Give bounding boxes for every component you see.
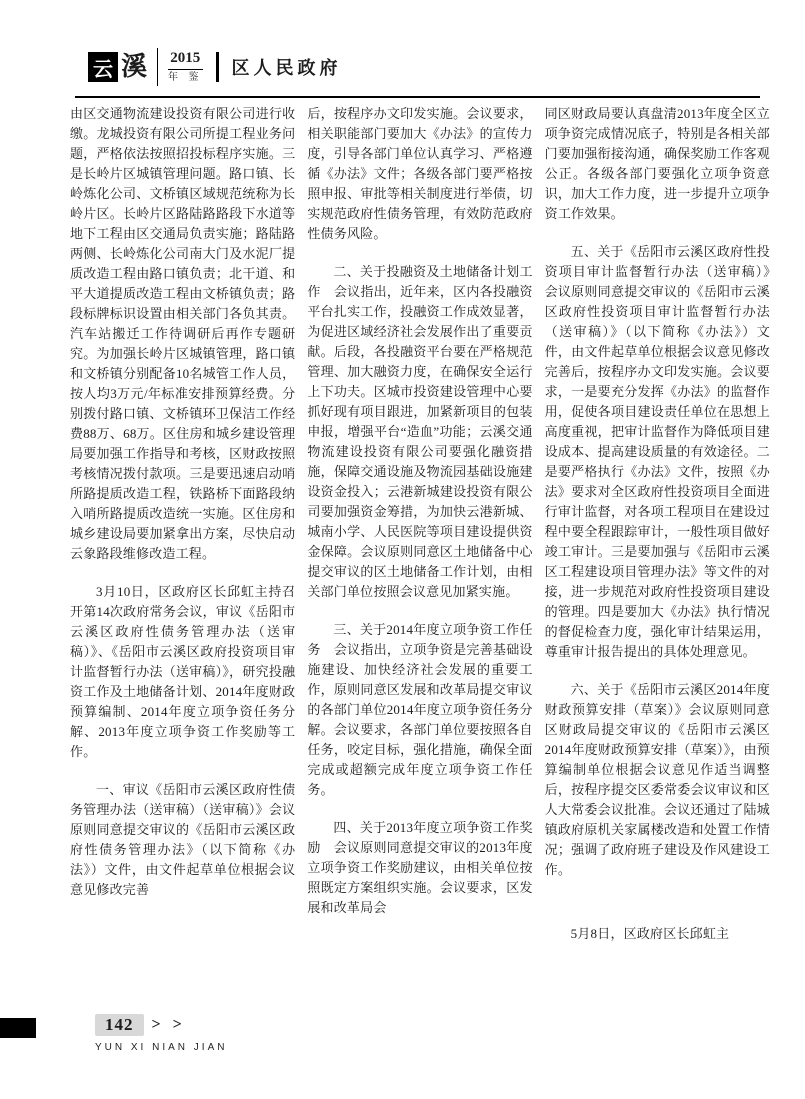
paragraph: 同区财政局要认真盘清2013年度全区立项争资完成情况底子，特别是各相关部门要加强衔接沟通，确保奖励工作客观公正。各级各部门要强化立项争资意识，加大工作力度，进一步提升立项争资工作效果。 (544, 106, 770, 221)
text-column-1 (70, 104, 295, 962)
paragraph: 后，按程序办文印发实施。会议要求，相关职能部门要加大《办法》的宣传力度，引导各部门单位认真学习、严格遵循《办法》文件；各级各部门要严格按照申报、审批等相关制度进行举债，切实规范政府性债务管理，有效防范政府性债务风险。 (307, 106, 533, 241)
section-title: 区人民政府 (231, 58, 342, 78)
logo-xi-char: 溪 (121, 52, 148, 81)
paragraph: 五、关于《岳阳市云溪区政府性投资项目审计监督暂行办法（送审稿）》 会议原则同意提交审议的《岳阳市云溪区政府性投资项目审计监督暂行办法（送审稿）》（以下简称《办法》）文件，由文件起草单位根据会议意见修改完善后，按程序办文印发实施。会议要求，一是要充分发挥《办法》的监督作用，促使各项目建设责任单位在思想上高度重视，把审计监督作为降低项目建设成本、提高建设质量的有效途径。二是要严格执行《办法》文件，按照《办法》要求对全区政府性投资项目全面进行审计监督，对各项工程项目在建设过程中要全程跟踪审计，一般性项目做好竣工审计。三是要加强与《岳阳市云溪区工程建设项目管理办法》等文件的对接，进一步规范对政府性投资项目建设的管理。四是要加大《办法》执行情况的督促检查力度，强化审计结果运用，尊重审计报告提出的具体处理意见。 (544, 244, 784, 659)
year-text: 2015 (168, 51, 203, 70)
paragraph: 六、关于《岳阳市云溪区2014年度财政预算安排（草案）》会议原则同意区财政局提交审议的《岳阳市云溪区2014年度财政预算安排（草案）》，由预算编制单位根据会议意见作适当调整后，按程序提交区委常委会议审议和区人大常委会议批准。会议还通过了陆城镇政府原机关家属楼改造和处置工作情况；强调了政府班子建设及作风建设工作。 (544, 682, 770, 877)
text-column-3 (544, 104, 784, 962)
paragraph: 由区交通物流建设投资有限公司进行收缴。龙城投资有限公司所提工程业务问题，严格依法按照招投标程序实施。三是长岭片区城镇管理问题。路口镇、长岭炼化公司、文桥镇区域规范统称为长岭片区。长岭片区路陆路路段下水道等地下工程由区交通局负责实施；路陆路两侧、长岭炼化公司南大门及水泥厂提质改造工程由路口镇负责；北干道、和平大道提质改造工程由文桥镇负责；路段标牌标识设置由相关部门各负其责。汽车站搬迁工作待调研后再作专题研究。为加强长岭片区城镇管理，路口镇和文桥镇分别配备10名城管工作人员，按人均3万元/年标准安排预算经费。分别拨付路口镇、文桥镇环卫保洁工作经费88万、68万。区住房和城乡建设管理局要加强工作指导和考核，区财政按照考核情况拨付款项。三是要迅速启动哨所路提质改造工程，铁路桥下面路段纳入哨所路提质改造统一实施。区住房和城乡建设局要加紧拿出方案，尽快启动云象路段维修改造工程。 (70, 106, 296, 561)
page-number: 142 (95, 1014, 144, 1036)
page-content (70, 104, 784, 962)
header-divider-thick (216, 52, 219, 82)
footer-spine-bar (0, 1018, 36, 1038)
paragraph: 四、关于2013年度立项争资工作奖励 会议原则同意提交审议的2013年度立项争资工作奖励建议，由相关单位按照既定方案组织实施。会议要求，区发展和改革局会 (307, 820, 533, 915)
journal-name: YUN XI NIAN JIAN (95, 1042, 228, 1053)
page-header (88, 44, 760, 90)
paragraph: 5月8日，区政府区长邱虹主 (570, 926, 730, 941)
page-footer (0, 1012, 805, 1072)
year-block (168, 51, 203, 83)
chevrons-icon: > > (151, 1016, 186, 1033)
paragraph: 三、关于2014年度立项争资工作任务 会议指出，立项争资是完善基础设施建设、加快经济社会发展的重要工作，原则同意区发展和改革局提交审议的各部门单位2014年度立项争资任务分解。会议要求，各部门单位要按照各自任务，咬定目标，强化措施，确保全面完成或超额完成年度立项争资工作任务。 (307, 622, 533, 797)
text-column-2 (307, 104, 532, 962)
header-divider-thin (157, 48, 158, 86)
paragraph: 3月10日，区政府区长邱虹主持召开第14次政府常务会议，审议《岳阳市云溪区政府性债务管理办法（送审稿）》、《岳阳市云溪区政府投资项目审计监督暂行办法（送审稿）》，研究投融资工作及土地储备计划、2014年度财政预算编制、2014年度立项争资任务分解、2013年度立项争资工作奖励等工作。 (70, 584, 296, 759)
paragraph: 二、关于投融资及土地储备计划工作 会议指出，近年来，区内各投融资平台扎实工作，投融资工作成效显著，为促进区域经济社会发展作出了重要贡献。后段，各投融资平台要在严格规范管理、加大融资力度，在确保安全运行上下功夫。区城市投资建设管理中心要抓好现有项目跟进，加紧新项目的包装申报，增强平台“造血”功能；云溪交通物流建设投资有限公司要强化融资措施，保障交通设施及物流园基础设施建设资金投入；云港新城建设投资有限公司要加强资金筹措，为加快云港新城、城南小学、人民医院等项目建设提供资金保障。会议原则同意区土地储备中心提交审议的区土地储备工作计划，由相关部门单位按照会议意见加紧实施。 (307, 264, 533, 599)
header-rule (75, 96, 760, 98)
footer-row (95, 1014, 186, 1036)
logo-yun-char: 云 (93, 58, 113, 81)
paragraph: 一、审议《岳阳市云溪区政府性债务管理办法（送审稿）（送审稿）》会议原则同意提交审议的《岳阳市云溪区政府性债务管理办法》（以下简称《办法》）文件，由文件起草单位根据会议意见修改完善 (70, 782, 296, 897)
year-label: 年 鉴 (168, 72, 203, 83)
logo-yun-box (88, 52, 118, 82)
